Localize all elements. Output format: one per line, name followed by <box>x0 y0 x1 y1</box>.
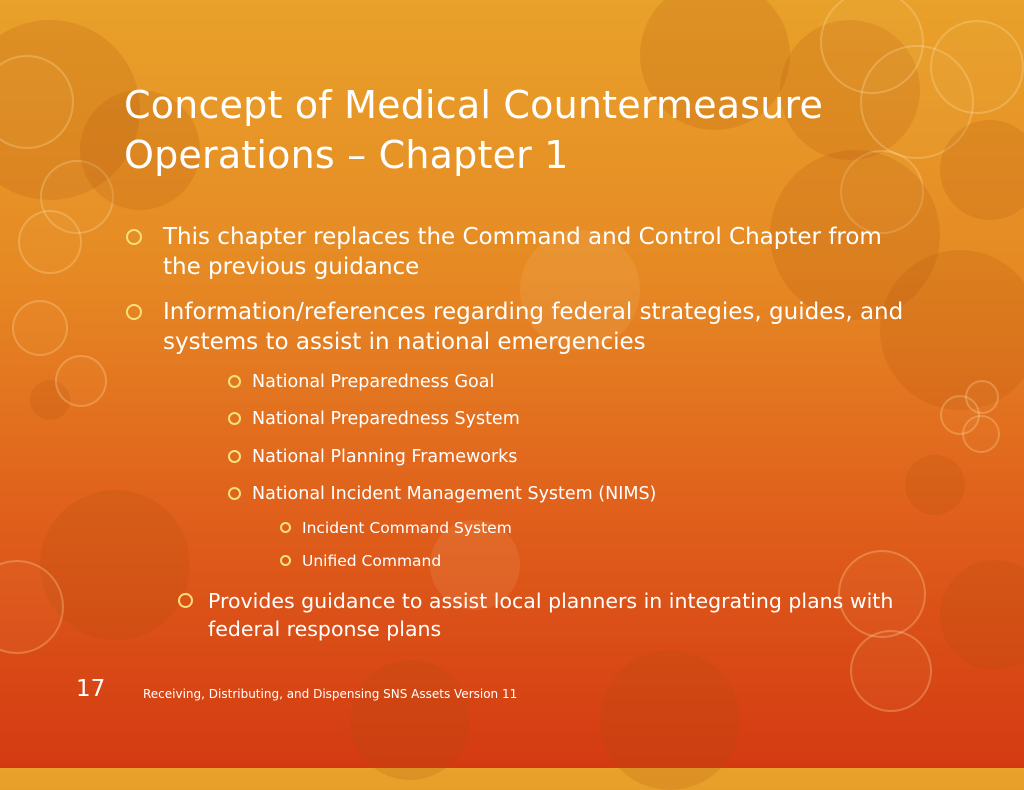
circle-bullet-icon <box>228 450 241 463</box>
sub-sub-bullet-item <box>280 517 920 539</box>
sub-bullet-text: National Preparedness Goal <box>252 372 495 392</box>
sub-bullet-text: National Planning Frameworks <box>252 447 518 467</box>
sub-sub-bullet-text: Unified Command <box>302 552 442 570</box>
circle-bullet-icon <box>178 593 193 608</box>
slide-title: Concept of Medical Countermeasure Operations – Chapter 1 <box>124 83 824 177</box>
sub-sub-bullet-text: Incident Command System <box>302 519 512 537</box>
bullet-item <box>126 222 916 282</box>
sub-bullet-item <box>228 370 928 394</box>
circle-bullet-icon <box>280 522 291 533</box>
circle-bullet-icon <box>126 229 142 245</box>
circle-bullet-icon <box>126 304 142 320</box>
bullet-text: Information/references regarding federal strategies, guides, and systems to assist in national emergencies <box>163 299 904 355</box>
sub-bullet-item <box>228 407 928 431</box>
sub-bullet-item <box>228 482 928 506</box>
circle-bullet-icon <box>228 412 241 425</box>
closing-bullet-item <box>178 587 898 643</box>
sub-bullet-text: National Incident Management System (NIMS) <box>252 484 657 504</box>
circle-bullet-icon <box>228 487 241 500</box>
sub-bullet-text: National Preparedness System <box>252 409 520 429</box>
closing-bullet-text: Provides guidance to assist local planners in integrating plans with federal response plans <box>208 589 894 641</box>
circle-bullet-icon <box>228 375 241 388</box>
circle-bullet-icon <box>280 555 291 566</box>
slide-footer: Receiving, Distributing, and Dispensing SNS Assets Version 11 <box>143 687 518 701</box>
slide-number: 17 <box>76 676 106 702</box>
bullet-text: This chapter replaces the Command and Control Chapter from the previous guidance <box>163 224 882 280</box>
sub-sub-bullet-item <box>280 550 920 572</box>
bullet-item <box>126 297 916 357</box>
sub-bullet-item <box>228 445 928 469</box>
